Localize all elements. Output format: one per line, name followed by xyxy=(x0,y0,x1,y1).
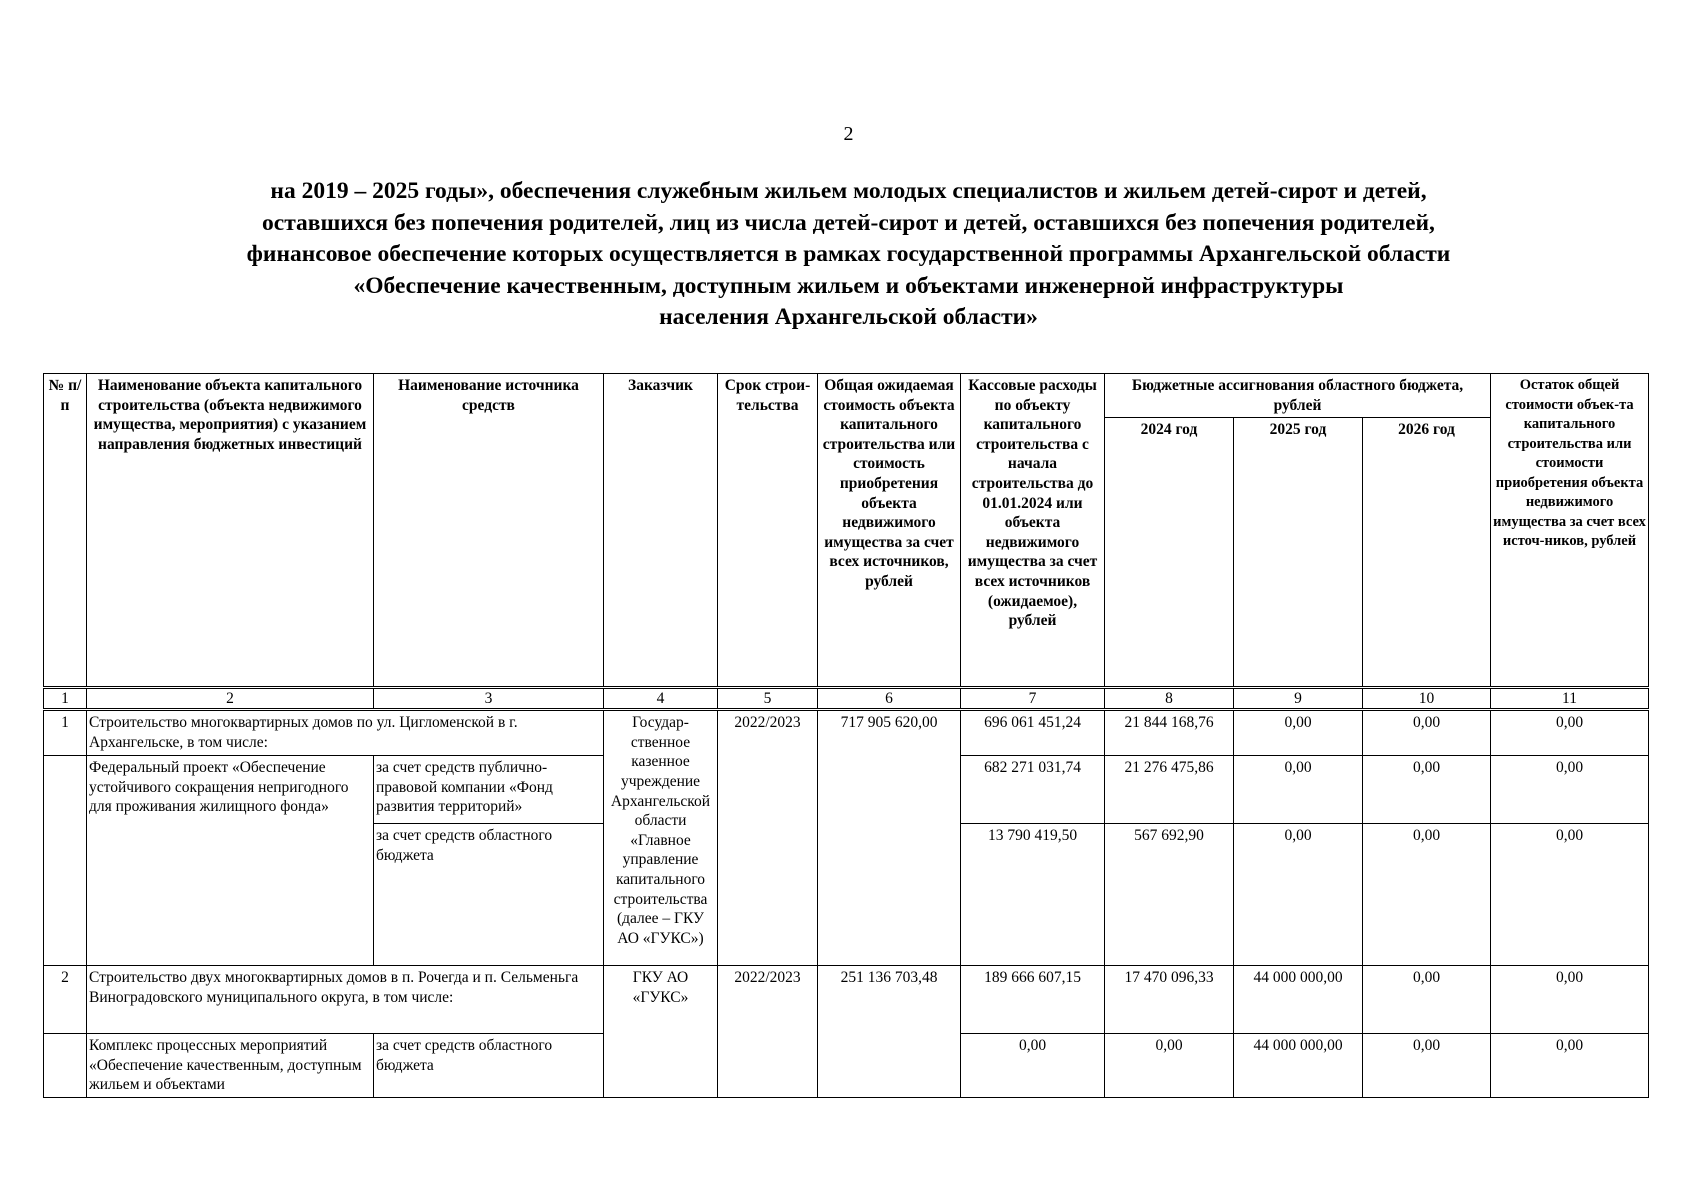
budget-2026: 0,00 xyxy=(1363,966,1491,1034)
table-row xyxy=(44,966,1649,1034)
column-number: 4 xyxy=(604,688,718,710)
budget-2024: 21 844 168,76 xyxy=(1105,710,1234,756)
page-number: 2 xyxy=(843,123,854,145)
budget-2024: 0,00 xyxy=(1105,1034,1234,1098)
remainder: 0,00 xyxy=(1491,710,1649,756)
total-cost: 717 905 620,00 xyxy=(818,710,961,966)
customer: Государ-ственное казенное учреждение Архангельской области «Главное управление капитального строительства (далее – ГКУ АО «ГУКС») xyxy=(604,710,718,966)
object-name: Строительство многоквартирных домов по ул. Цигломенской в г. Архангельске, в том числе: xyxy=(87,710,604,756)
cash-expenses: 0,00 xyxy=(961,1034,1105,1098)
object-name: Комплекс процессных мероприятий «Обеспечение качественным, доступным жильем и объектами xyxy=(87,1034,374,1098)
header-source: Наименование источника средств xyxy=(374,374,604,688)
budget-2024: 17 470 096,33 xyxy=(1105,966,1234,1034)
header-object-name: Наименование объекта капитального строительства (объекта недвижимого имущества, мероприятия) с указанием направления бюджетных инвестиций xyxy=(87,374,374,688)
document-title xyxy=(100,176,1597,334)
total-cost: 251 136 703,48 xyxy=(818,966,961,1098)
column-number: 10 xyxy=(1363,688,1491,710)
header-2026: 2026 год xyxy=(1363,418,1491,688)
funding-source: за счет средств областного бюджета xyxy=(374,1034,604,1098)
column-number: 3 xyxy=(374,688,604,710)
customer: ГКУ АО «ГУКС» xyxy=(604,966,718,1098)
header-total-cost: Общая ожидаемая стоимость объекта капитального строительства или стоимость приобретения объекта недвижимого имущества за счет всех источников, рублей xyxy=(818,374,961,688)
column-number: 5 xyxy=(718,688,818,710)
title-line: оставшихся без попечения родителей, лиц из числа детей-сирот и детей, оставшихся без попечения родителей, xyxy=(262,209,1435,236)
title-line: на 2019 – 2025 годы», обеспечения служебным жильем молодых специалистов и жильем детей-сирот и детей, xyxy=(270,178,1427,204)
remainder: 0,00 xyxy=(1491,966,1649,1034)
remainder: 0,00 xyxy=(1491,756,1649,824)
budget-2026: 0,00 xyxy=(1363,1034,1491,1098)
row-number: 2 xyxy=(44,966,87,1034)
budget-2024: 21 276 475,86 xyxy=(1105,756,1234,824)
construction-term: 2022/2023 xyxy=(718,966,818,1098)
title-line: «Обеспечение качественным, доступным жильем и объектами инженерной инфраструктуры xyxy=(353,272,1344,299)
title-line: финансовое обеспечение которых осуществляется в рамках государственной программы Архангельской области xyxy=(246,241,1451,267)
budget-2025: 0,00 xyxy=(1234,824,1363,966)
column-number: 7 xyxy=(961,688,1105,710)
budget-2025: 0,00 xyxy=(1234,756,1363,824)
cash-expenses: 13 790 419,50 xyxy=(961,824,1105,966)
column-number: 6 xyxy=(818,688,961,710)
header-budget-group: Бюджетные ассигнования областного бюджета, рублей xyxy=(1105,374,1491,418)
cash-expenses: 682 271 031,74 xyxy=(961,756,1105,824)
funding-source: за счет средств областного бюджета xyxy=(374,824,604,966)
table-row xyxy=(44,710,1649,756)
cash-expenses: 189 666 607,15 xyxy=(961,966,1105,1034)
object-name: Строительство двух многоквартирных домов в п. Рочегда и п. Сельменьга Виноградовского муниципального округа, в том числе: xyxy=(87,966,604,1034)
title-line: населения Архангельской области» xyxy=(659,304,1038,330)
row-number xyxy=(44,1034,87,1098)
column-number: 11 xyxy=(1491,688,1649,710)
header-remainder: Остаток общей стоимости объек-та капитального строительства или стоимости приобретения объекта недвижимого имущества за счет всех источ-ников, рублей xyxy=(1491,374,1649,688)
header-2025: 2025 год xyxy=(1234,418,1363,688)
header-num: № п/п xyxy=(44,374,87,688)
remainder: 0,00 xyxy=(1491,824,1649,966)
object-name: Федеральный проект «Обеспечение устойчивого сокращения непригодного для проживания жилищного фонда» xyxy=(87,756,374,966)
header-cash-expenses: Кассовые расходы по объекту капитального строительства с начала строительства до 01.01.2024 или объекта недвижимого имущества за счет всех источников (ожидаемое), рублей xyxy=(961,374,1105,688)
header-term: Срок строи-тельства xyxy=(718,374,818,688)
budget-2026: 0,00 xyxy=(1363,824,1491,966)
column-number: 1 xyxy=(44,688,87,710)
investment-table xyxy=(43,373,1649,1098)
column-numbers-row xyxy=(44,688,1649,710)
budget-2024: 567 692,90 xyxy=(1105,824,1234,966)
row-number: 1 xyxy=(44,710,87,756)
budget-2026: 0,00 xyxy=(1363,710,1491,756)
budget-2025: 44 000 000,00 xyxy=(1234,966,1363,1034)
cash-expenses: 696 061 451,24 xyxy=(961,710,1105,756)
column-number: 2 xyxy=(87,688,374,710)
budget-2026: 0,00 xyxy=(1363,756,1491,824)
column-number: 9 xyxy=(1234,688,1363,710)
construction-term: 2022/2023 xyxy=(718,710,818,966)
budget-2025: 0,00 xyxy=(1234,710,1363,756)
row-number xyxy=(44,756,87,966)
budget-2025: 44 000 000,00 xyxy=(1234,1034,1363,1098)
funding-source: за счет средств публично-правовой компании «Фонд развития территорий» xyxy=(374,756,604,824)
header-customer: Заказчик xyxy=(604,374,718,688)
header-2024: 2024 год xyxy=(1105,418,1234,688)
remainder: 0,00 xyxy=(1491,1034,1649,1098)
column-number: 8 xyxy=(1105,688,1234,710)
